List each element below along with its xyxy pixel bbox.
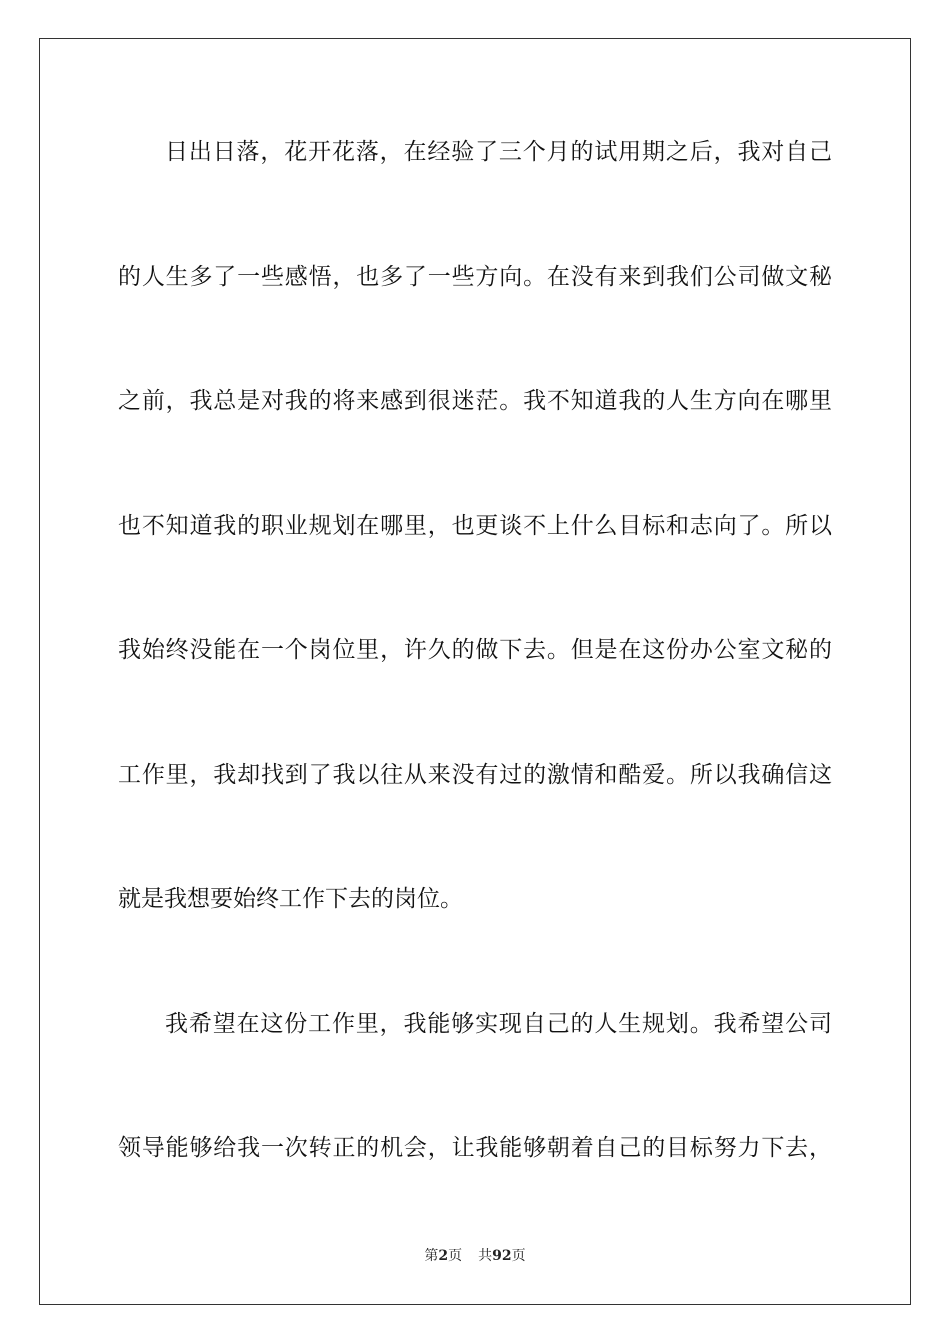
paragraph-1-line-2: 的人生多了一些感悟，也多了一些方向。在没有来到我们公司做文秘 xyxy=(118,264,832,290)
page-prefix: 第 xyxy=(424,1248,439,1264)
paragraph-1-line-1: 日出日落，花开花落，在经验了三个月的试用期之后，我对自己 xyxy=(165,139,832,165)
paragraph-1-line-3: 之前，我总是对我的将来感到很迷茫。我不知道我的人生方向在哪里 xyxy=(118,388,832,414)
total-prefix: 共 xyxy=(478,1248,493,1264)
paragraph-1-line-4: 也不知道我的职业规划在哪里，也更谈不上什么目标和志向了。所以 xyxy=(118,513,832,539)
paragraph-1-line-7: 就是我想要始终工作下去的岗位。 xyxy=(118,886,463,912)
page-number: 2 xyxy=(438,1248,449,1264)
page-border xyxy=(39,38,911,1305)
paragraph-2-line-2: 领导能够给我一次转正的机会，让我能够朝着自己的目标努力下去， xyxy=(118,1135,832,1161)
page-footer xyxy=(0,1247,950,1265)
paragraph-2-line-1: 我希望在这份工作里，我能够实现自己的人生规划。我希望公司 xyxy=(165,1011,832,1037)
total-suffix: 页 xyxy=(511,1248,526,1264)
paragraph-1-line-6: 工作里，我却找到了我以往从来没有过的激情和酷爱。所以我确信这 xyxy=(118,762,832,788)
page-suffix: 页 xyxy=(448,1248,463,1264)
total-pages: 92 xyxy=(492,1248,512,1264)
paragraph-1-line-5: 我始终没能在一个岗位里，许久的做下去。但是在这份办公室文秘的 xyxy=(118,637,832,663)
